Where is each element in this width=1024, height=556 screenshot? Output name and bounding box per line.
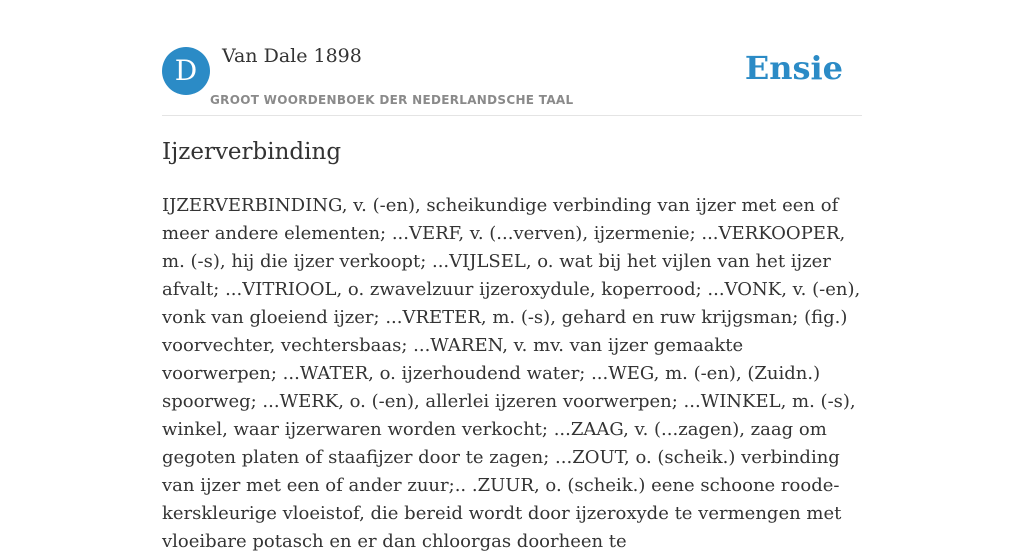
dictionary-logo[interactable]: D: [162, 47, 210, 95]
entry-definition: IJZERVERBINDING, v. (-en), scheikundige verbinding van ijzer met een of meer andere elementen; ...VERF, v. (...verven), ijzermenie; ...VERKOOPER, m. (-s), hij die ijzer verkoopt; ...VIJLSEL, o. wat bij het vijlen van het ijzer afvalt; ...VITRIOOL, o. zwavelzuur ijzeroxydule, koperrood; ...VONK, v. (-en), vonk van gloeiend ijzer; ...VRETER, m. (-s), gehard en ruw krijgsman; (fig.) voorvechter, vechtersbaas; ...WAREN, v. mv. van ijzer gemaakte voorwerpen; ...WATER, o. ijzerhoudend water; ...WEG, m. (-en), (Zuidn.) spoorweg; ...WERK, o. (-en), allerlei ijzeren voorwerpen; ...WINKEL, m. (-s), winkel, waar ijzerwaren worden verkocht; ...ZAAG, v. (...zagen), zaag om gegoten platen of staafijzer door te zagen; ...ZOUT, o. (scheik.) verbinding van ijzer met een of ander zuur;.. .ZUUR, o. (scheik.) eene schoone roode-kerskleurige vloeistof, die bereid wordt door ijzeroxyde te vermengen met vloeibare potasch en er dan chloorgas doorheen te: [162, 195, 861, 552]
dictionary-header: [162, 0, 862, 116]
entry-title: Ijzerverbinding: [162, 139, 342, 165]
ensie-logo[interactable]: Ensie: [744, 49, 843, 87]
dictionary-subtitle: GROOT WOORDENBOEK DER NEDERLANDSCHE TAAL: [210, 93, 574, 107]
dictionary-title[interactable]: Van Dale 1898: [222, 45, 362, 67]
